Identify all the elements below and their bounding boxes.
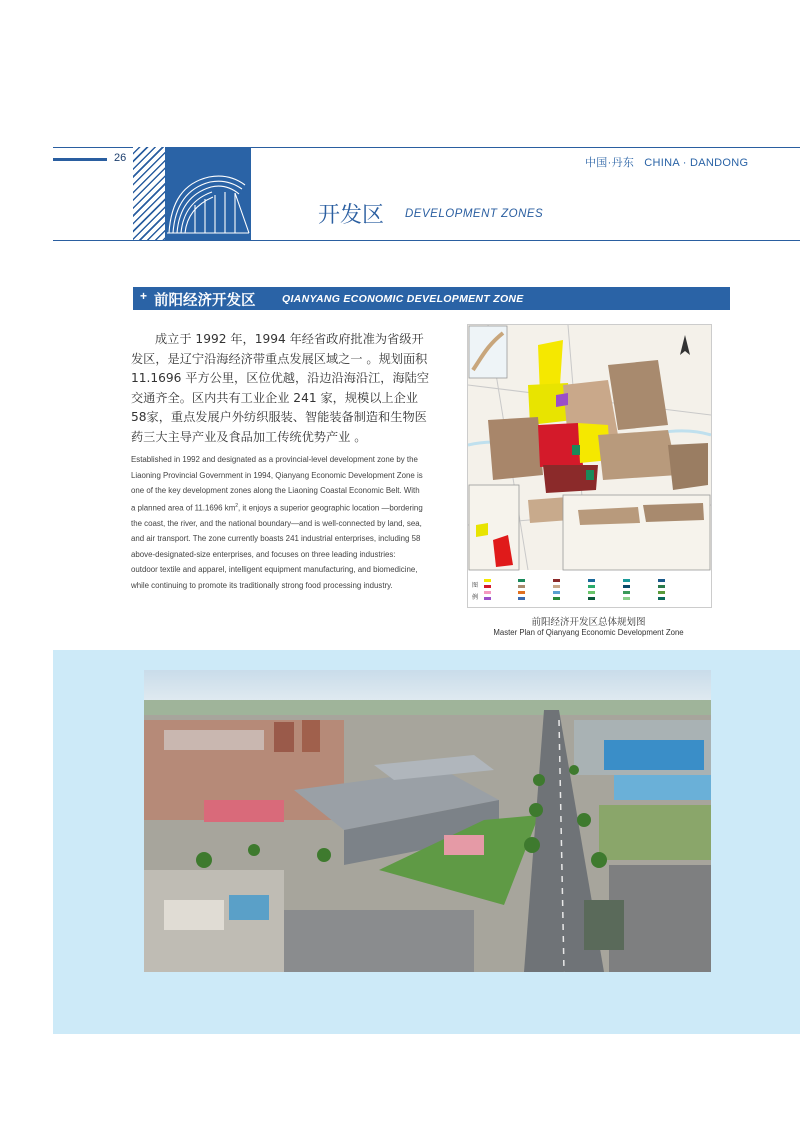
map-caption-en: Master Plan of Qianyang Economic Development Zone: [493, 628, 684, 637]
article-body-en-part1: Established in 1992 and designated as a provincial-level development zone by the Liaoning Provincial Government in 1994, Qianyang Economic Development Zone is one of the key development zones along the Liaoning Coastal Economic Belt. With a planned area of 11.1696 km: [131, 455, 423, 513]
article-body-en: [131, 452, 423, 593]
aerial-photo: [144, 670, 711, 972]
brand-label: 中国·丹东 CHINA · DANDONG: [585, 157, 749, 169]
svg-text:图: 图: [472, 582, 479, 589]
article-body-cn: 成立于 1992 年，1994 年经省政府批准为省级开发区，是辽宁沿海经济带重点发展区域之一 。规划面积 11.1696 平方公里，区位优越，沿边沿海沿江，海陆空交通齐全。区内共有工业企业 241 家，规模以上企业58家，重点发展户外纺织服装、智能装备制造和生物医药三大主导产业及食品加工传统优势产业 。: [131, 332, 430, 444]
decorative-stripes: [133, 147, 165, 241]
area-unit-superscript: 2: [235, 502, 239, 509]
svg-text:例: 例: [472, 594, 479, 601]
article-title-en: QIANYANG ECONOMIC DEVELOPMENT ZONE: [282, 293, 524, 305]
page-number-bar: [53, 158, 107, 161]
master-plan-map: [467, 324, 712, 608]
article-title-cn: 前阳经济开发区: [154, 293, 256, 309]
section-title-en: DEVELOPMENT ZONES: [405, 208, 544, 220]
article-body-en-part2: , it enjoys a superior geographic location —bordering the coast, the river, and the national boundary—and is well-connected by land, sea, and air transport. The zone currently boasts 241 industrial enterprises, including 58 above-designated-size enterprises, and focuses on three leading industries: outdoor textile and apparel, intelligent equipment manufacturing, and biomedicine, while continuing to promote its traditionally strong food processing industry.: [131, 503, 423, 590]
map-caption-cn: 前阳经济开发区总体规划图: [531, 617, 646, 628]
page-number: 26: [114, 152, 127, 164]
header-bottom-rule: [53, 240, 800, 241]
building-logo-icon: [165, 147, 251, 241]
plus-icon: +: [140, 289, 148, 303]
section-title-cn: 开发区: [318, 203, 385, 228]
